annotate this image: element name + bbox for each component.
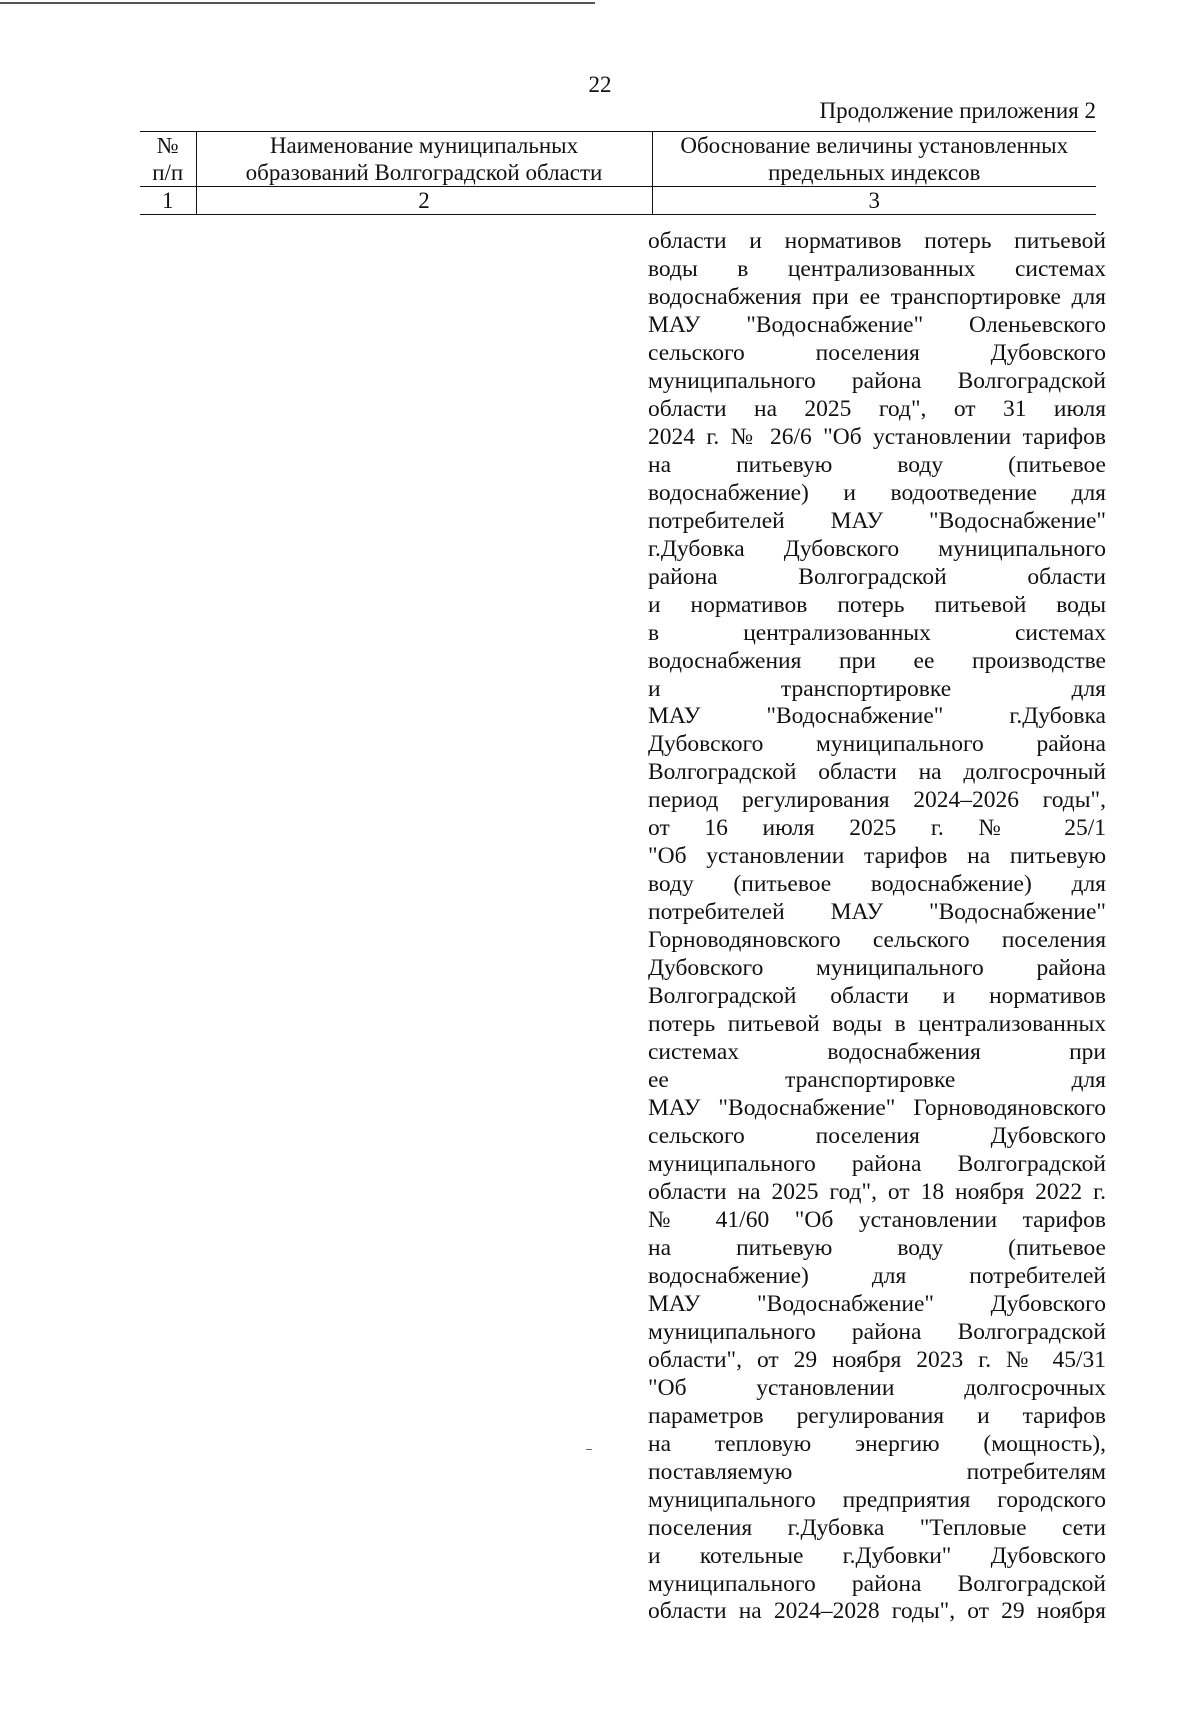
column-number-2: 2	[196, 187, 652, 215]
justification-text-line: области на 2025 год", от 31 июля	[648, 395, 1106, 422]
column-header-municipality-text: Наименование муниципальных образований Волгоградской области	[245, 133, 603, 185]
justification-text-column	[648, 228, 1106, 1626]
justification-text-line: воды в централизованных системах	[648, 255, 1106, 282]
justification-text-line: района Волгоградской области	[648, 563, 1106, 590]
justification-text-line: Дубовского муниципального района	[648, 955, 1106, 982]
justification-text-line: поставляемую потребителям	[648, 1458, 1106, 1485]
page-number: 22	[588, 72, 612, 97]
justification-text-line: и котельные г.Дубовки" Дубовского	[648, 1542, 1106, 1569]
justification-text-line: МАУ "Водоснабжение" Оленьевского	[648, 311, 1106, 338]
justification-text-line: на тепловую энергию (мощность),	[648, 1430, 1106, 1457]
column-number-1: 1	[140, 187, 196, 215]
justification-text-line: Дубовского муниципального района	[648, 731, 1106, 758]
justification-text-line: системах водоснабжения при	[648, 1039, 1106, 1066]
justification-text-line: муниципального района Волгоградской	[648, 1570, 1106, 1597]
justification-text-line: на питьевую воду (питьевое	[648, 1234, 1106, 1261]
justification-text-line: период регулирования 2024–2026 годы",	[648, 787, 1106, 814]
scan-edge-line	[0, 2, 595, 4]
justification-text-line: водоснабжение) для потребителей	[648, 1262, 1106, 1289]
table-header-row	[140, 132, 1096, 187]
justification-text-line: 2024 г. № 26/6 "Об установлении тарифов	[648, 423, 1106, 450]
justification-text-line: потерь питьевой воды в централизованных	[648, 1011, 1106, 1038]
column-header-number	[140, 132, 196, 187]
column-number-row	[140, 187, 1096, 215]
justification-text-line: "Об установлении долгосрочных	[648, 1374, 1106, 1401]
justification-text-line: водоснабжения при ее производстве	[648, 647, 1106, 674]
column-header-justification-text: Обоснование величины установленных предельных индексов	[680, 133, 1069, 185]
justification-text-line: воду (питьевое водоснабжение) для	[648, 871, 1106, 898]
column-header-municipality	[196, 132, 652, 187]
justification-text-line: г.Дубовка Дубовского муниципального	[648, 535, 1106, 562]
justification-text-line: сельского поселения Дубовского	[648, 339, 1106, 366]
appendix-continuation-label: Продолжение приложения 2	[819, 98, 1096, 123]
justification-text-line: МАУ "Водоснабжение" Дубовского	[648, 1290, 1106, 1317]
justification-text-line: МАУ "Водоснабжение" г.Дубовка	[648, 703, 1106, 730]
justification-text-line: МАУ "Водоснабжение" Горноводяновского	[648, 1095, 1106, 1122]
justification-text-line: водоснабжения при ее транспортировке для	[648, 283, 1106, 310]
justification-text-line: Горноводяновского сельского поселения	[648, 927, 1106, 954]
justification-text-line: поселения г.Дубовка "Тепловые сети	[648, 1514, 1106, 1541]
justification-text-line: Волгоградской области на долгосрочный	[648, 759, 1106, 786]
justification-text-line: потребителей МАУ "Водоснабжение"	[648, 899, 1106, 926]
justification-text-line: в централизованных системах	[648, 619, 1106, 646]
justification-text-line: на питьевую воду (питьевое	[648, 451, 1106, 478]
justification-text-line: и транспортировке для	[648, 675, 1106, 702]
justification-text-line: ее транспортировке для	[648, 1067, 1106, 1094]
justification-text-line: области на 2024–2028 годы", от 29 ноября	[648, 1598, 1106, 1625]
justification-text-line: Волгоградской области и нормативов	[648, 983, 1106, 1010]
justification-text-line: области", от 29 ноября 2023 г. № 45/31	[648, 1346, 1106, 1373]
justification-text-line: от 16 июля 2025 г. № 25/1	[648, 815, 1106, 842]
column-header-number-text: № п/п	[152, 133, 184, 185]
justification-text-line: № 41/60 "Об установлении тарифов	[648, 1206, 1106, 1233]
justification-text-line: муниципального района Волгоградской	[648, 1150, 1106, 1177]
justification-text-line: и нормативов потерь питьевой воды	[648, 591, 1106, 618]
justification-text-line: "Об установлении тарифов на питьевую	[648, 843, 1106, 870]
justification-text-line: водоснабжение) и водоотведение для	[648, 479, 1106, 506]
justification-text-line: области на 2025 год", от 18 ноября 2022 г.	[648, 1178, 1106, 1205]
justification-text-line: муниципального района Волгоградской	[648, 367, 1106, 394]
justification-text-line: муниципального района Волгоградской	[648, 1318, 1106, 1345]
scan-speck	[586, 1449, 592, 1450]
justification-text-line: потребителей МАУ "Водоснабжение"	[648, 507, 1106, 534]
column-number-3: 3	[652, 187, 1096, 215]
appendix-table-header	[140, 131, 1096, 215]
justification-text-line: области и нормативов потерь питьевой	[648, 228, 1106, 254]
justification-text-line: параметров регулирования и тарифов	[648, 1402, 1106, 1429]
justification-text-line: муниципального предприятия городского	[648, 1486, 1106, 1513]
column-header-justification	[652, 132, 1096, 187]
justification-text-line: сельского поселения Дубовского	[648, 1123, 1106, 1149]
